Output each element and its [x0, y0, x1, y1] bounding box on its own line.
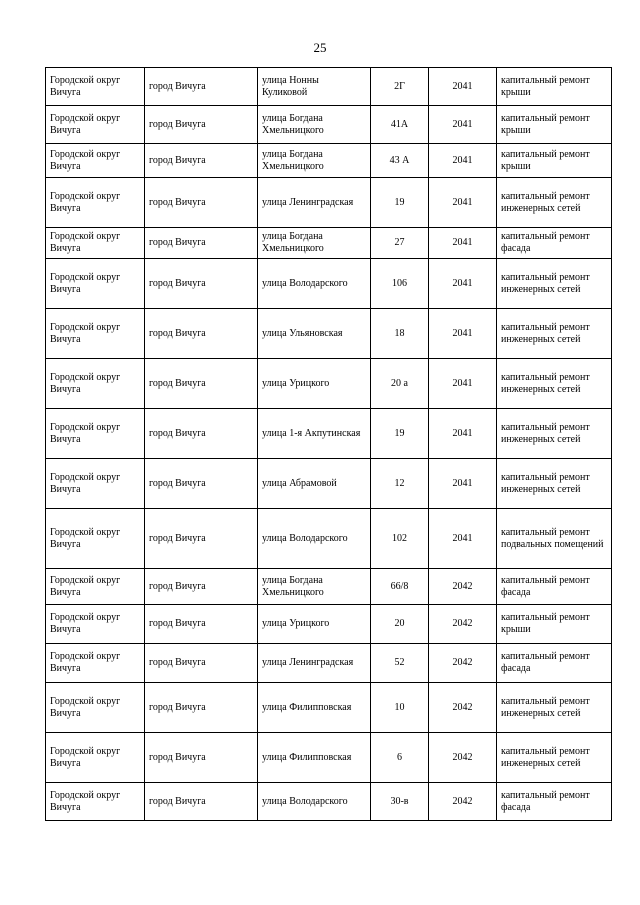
- cell-district: Городской округ Вичуга: [46, 569, 145, 605]
- cell-district: Городской округ Вичуга: [46, 259, 145, 309]
- cell-year: 2041: [429, 68, 497, 106]
- cell-work-type: капитальный ремонт крыши: [497, 106, 612, 144]
- cell-district: Городской округ Вичуга: [46, 359, 145, 409]
- cell-work-type: капитальный ремонт фасада: [497, 569, 612, 605]
- cell-city: город Вичуга: [145, 68, 258, 106]
- cell-district: Городской округ Вичуга: [46, 106, 145, 144]
- table-row: [46, 144, 612, 178]
- cell-year: 2041: [429, 459, 497, 509]
- page-number: 25: [313, 40, 327, 55]
- cell-work-type: капитальный ремонт подвальных помещений: [497, 509, 612, 569]
- table-row: [46, 228, 612, 259]
- table-body: [46, 68, 612, 821]
- cell-house-number: 20: [371, 605, 429, 644]
- cell-house-number: 2Г: [371, 68, 429, 106]
- cell-house-number: 43 А: [371, 144, 429, 178]
- cell-city: город Вичуга: [145, 459, 258, 509]
- cell-house-number: 10: [371, 683, 429, 733]
- cell-year: 2042: [429, 644, 497, 683]
- cell-house-number: 66/8: [371, 569, 429, 605]
- cell-street: улица Богдана Хмельницкого: [258, 106, 371, 144]
- table-row: [46, 733, 612, 783]
- cell-work-type: капитальный ремонт инженерных сетей: [497, 409, 612, 459]
- table-row: [46, 106, 612, 144]
- cell-work-type: капитальный ремонт крыши: [497, 605, 612, 644]
- cell-district: Городской округ Вичуга: [46, 683, 145, 733]
- cell-district: Городской округ Вичуга: [46, 459, 145, 509]
- table-row: [46, 783, 612, 821]
- cell-city: город Вичуга: [145, 228, 258, 259]
- cell-year: 2041: [429, 309, 497, 359]
- cell-house-number: 27: [371, 228, 429, 259]
- cell-year: 2041: [429, 106, 497, 144]
- cell-district: Городской округ Вичуга: [46, 409, 145, 459]
- cell-city: город Вичуга: [145, 733, 258, 783]
- cell-house-number: 19: [371, 409, 429, 459]
- cell-year: 2041: [429, 228, 497, 259]
- cell-city: город Вичуга: [145, 783, 258, 821]
- cell-year: 2041: [429, 359, 497, 409]
- cell-house-number: 30-в: [371, 783, 429, 821]
- cell-year: 2042: [429, 605, 497, 644]
- cell-street: улица Нонны Куликовой: [258, 68, 371, 106]
- cell-street: улица Володарского: [258, 783, 371, 821]
- cell-city: город Вичуга: [145, 644, 258, 683]
- cell-street: улица Филипповская: [258, 683, 371, 733]
- cell-work-type: капитальный ремонт инженерных сетей: [497, 178, 612, 228]
- cell-work-type: капитальный ремонт инженерных сетей: [497, 359, 612, 409]
- cell-work-type: капитальный ремонт инженерных сетей: [497, 309, 612, 359]
- cell-street: улица Урицкого: [258, 605, 371, 644]
- cell-district: Городской округ Вичуга: [46, 509, 145, 569]
- cell-street: улица Абрамовой: [258, 459, 371, 509]
- table-row: [46, 178, 612, 228]
- cell-city: город Вичуга: [145, 683, 258, 733]
- cell-city: город Вичуга: [145, 144, 258, 178]
- table-row: [46, 409, 612, 459]
- table-row: [46, 259, 612, 309]
- cell-city: город Вичуга: [145, 569, 258, 605]
- cell-city: город Вичуга: [145, 605, 258, 644]
- cell-house-number: 102: [371, 509, 429, 569]
- cell-city: город Вичуга: [145, 106, 258, 144]
- cell-district: Городской округ Вичуга: [46, 68, 145, 106]
- cell-street: улица Урицкого: [258, 359, 371, 409]
- cell-city: город Вичуга: [145, 359, 258, 409]
- cell-street: улица Володарского: [258, 509, 371, 569]
- cell-house-number: 18: [371, 309, 429, 359]
- cell-district: Городской округ Вичуга: [46, 309, 145, 359]
- cell-district: Городской округ Вичуга: [46, 644, 145, 683]
- cell-year: 2041: [429, 509, 497, 569]
- cell-street: улица Богдана Хмельницкого: [258, 228, 371, 259]
- cell-district: Городской округ Вичуга: [46, 605, 145, 644]
- cell-house-number: 6: [371, 733, 429, 783]
- schedule-table: [45, 67, 612, 821]
- table-row: [46, 359, 612, 409]
- cell-year: 2042: [429, 683, 497, 733]
- cell-street: улица 1-я Акпутинская: [258, 409, 371, 459]
- cell-work-type: капитальный ремонт крыши: [497, 144, 612, 178]
- cell-street: улица Ульяновская: [258, 309, 371, 359]
- cell-district: Городской округ Вичуга: [46, 144, 145, 178]
- cell-house-number: 106: [371, 259, 429, 309]
- cell-house-number: 52: [371, 644, 429, 683]
- cell-city: город Вичуга: [145, 259, 258, 309]
- cell-work-type: капитальный ремонт инженерных сетей: [497, 683, 612, 733]
- cell-district: Городской округ Вичуга: [46, 178, 145, 228]
- cell-street: улица Филипповская: [258, 733, 371, 783]
- table-row: [46, 509, 612, 569]
- cell-work-type: капитальный ремонт инженерных сетей: [497, 459, 612, 509]
- table-row: [46, 605, 612, 644]
- cell-district: Городской округ Вичуга: [46, 228, 145, 259]
- cell-district: Городской округ Вичуга: [46, 783, 145, 821]
- cell-street: улица Богдана Хмельницкого: [258, 144, 371, 178]
- table-row: [46, 68, 612, 106]
- cell-work-type: капитальный ремонт инженерных сетей: [497, 259, 612, 309]
- table-row: [46, 459, 612, 509]
- cell-house-number: 41А: [371, 106, 429, 144]
- cell-work-type: капитальный ремонт фасада: [497, 644, 612, 683]
- cell-year: 2041: [429, 144, 497, 178]
- cell-year: 2041: [429, 178, 497, 228]
- cell-city: город Вичуга: [145, 309, 258, 359]
- table-row: [46, 309, 612, 359]
- cell-street: улица Ленинградская: [258, 178, 371, 228]
- cell-house-number: 19: [371, 178, 429, 228]
- cell-district: Городской округ Вичуга: [46, 733, 145, 783]
- cell-work-type: капитальный ремонт фасада: [497, 783, 612, 821]
- cell-year: 2041: [429, 259, 497, 309]
- cell-street: улица Ленинградская: [258, 644, 371, 683]
- table-row: [46, 569, 612, 605]
- table-row: [46, 683, 612, 733]
- cell-work-type: капитальный ремонт инженерных сетей: [497, 733, 612, 783]
- cell-street: улица Богдана Хмельницкого: [258, 569, 371, 605]
- cell-year: 2042: [429, 733, 497, 783]
- cell-year: 2042: [429, 783, 497, 821]
- table-row: [46, 644, 612, 683]
- cell-city: город Вичуга: [145, 178, 258, 228]
- cell-year: 2041: [429, 409, 497, 459]
- cell-city: город Вичуга: [145, 509, 258, 569]
- cell-work-type: капитальный ремонт крыши: [497, 68, 612, 106]
- cell-work-type: капитальный ремонт фасада: [497, 228, 612, 259]
- cell-house-number: 12: [371, 459, 429, 509]
- cell-year: 2042: [429, 569, 497, 605]
- cell-street: улица Володарского: [258, 259, 371, 309]
- cell-house-number: 20 а: [371, 359, 429, 409]
- cell-city: город Вичуга: [145, 409, 258, 459]
